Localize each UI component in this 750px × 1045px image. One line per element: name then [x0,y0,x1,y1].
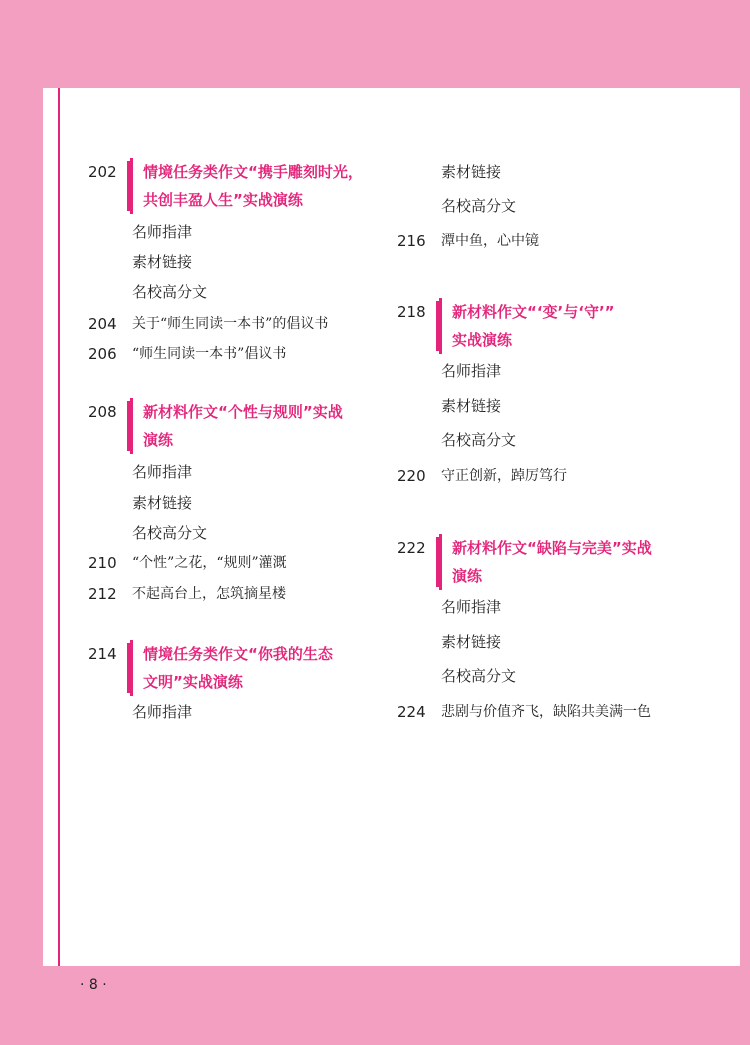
section-heading [130,398,343,454]
page-number-218: 218 [397,303,426,321]
toc-subitem[interactable]: 名师指津 [132,703,193,721]
heading-line-2: 共创丰盈人生”实战演练 [143,191,303,209]
heading-line-1: 新材料作文“缺陷与完美”实战 [452,539,652,557]
entry-title: “师生同读一本书”倡议书 [132,346,287,362]
toc-subitem[interactable]: 名师指津 [132,463,193,481]
section-heading [130,158,363,214]
toc-subitem[interactable]: 名校高分文 [132,283,208,301]
margin-rule [58,88,60,966]
page-number-224: 224 [397,703,426,721]
page-number-208: 208 [88,403,117,421]
heading-line-1: 情境任务类作文“携手雕刻时光， [143,163,363,181]
toc-subitem[interactable]: 名校高分文 [441,197,517,215]
entry-title: “个性”之花，“规则”灌溉 [132,555,287,571]
page-number-210: 210 [88,554,117,572]
page-number-216: 216 [397,232,426,250]
toc-subitem[interactable]: 素材链接 [132,253,193,271]
page-number-214: 214 [88,645,117,663]
toc-subitem[interactable]: 名师指津 [132,223,193,241]
entry-title: 悲剧与价值齐飞，缺陷共美满一色 [441,704,651,720]
section-heading [130,640,333,696]
toc-subitem[interactable]: 素材链接 [441,633,502,651]
folio-page-number: · 8 · [80,977,107,993]
section-heading [439,298,615,354]
page-number-204: 204 [88,315,117,333]
toc-subitem[interactable]: 名校高分文 [132,524,208,542]
toc-subitem[interactable]: 素材链接 [441,163,502,181]
page-number-212: 212 [88,585,117,603]
toc-subitem[interactable]: 素材链接 [132,494,193,512]
page-number-222: 222 [397,539,426,557]
page-number-206: 206 [88,345,117,363]
page-number-220: 220 [397,467,426,485]
toc-subitem[interactable]: 名校高分文 [441,431,517,449]
heading-line-2: 文明”实战演练 [143,673,243,691]
entry-title: 潭中鱼，心中镜 [441,233,539,249]
toc-subitem[interactable]: 名师指津 [441,362,502,380]
section-heading [439,534,652,590]
toc-subitem[interactable]: 名师指津 [441,598,502,616]
entry-title: 关于“师生同读一本书”的倡议书 [132,316,329,332]
heading-line-1: 情境任务类作文“你我的生态 [143,645,333,663]
heading-line-1: 新材料作文“‘变’与‘守’” [452,303,615,321]
heading-line-1: 新材料作文“个性与规则”实战 [143,403,343,421]
toc-subitem[interactable]: 名校高分文 [441,667,517,685]
heading-line-2: 演练 [452,567,483,585]
entry-title: 守正创新，踔厉笃行 [441,468,567,484]
heading-line-2: 演练 [143,431,174,449]
page-number-202: 202 [88,163,117,181]
toc-subitem[interactable]: 素材链接 [441,397,502,415]
entry-title: 不起高台上，怎筑摘星楼 [132,586,286,602]
heading-line-2: 实战演练 [452,331,513,349]
